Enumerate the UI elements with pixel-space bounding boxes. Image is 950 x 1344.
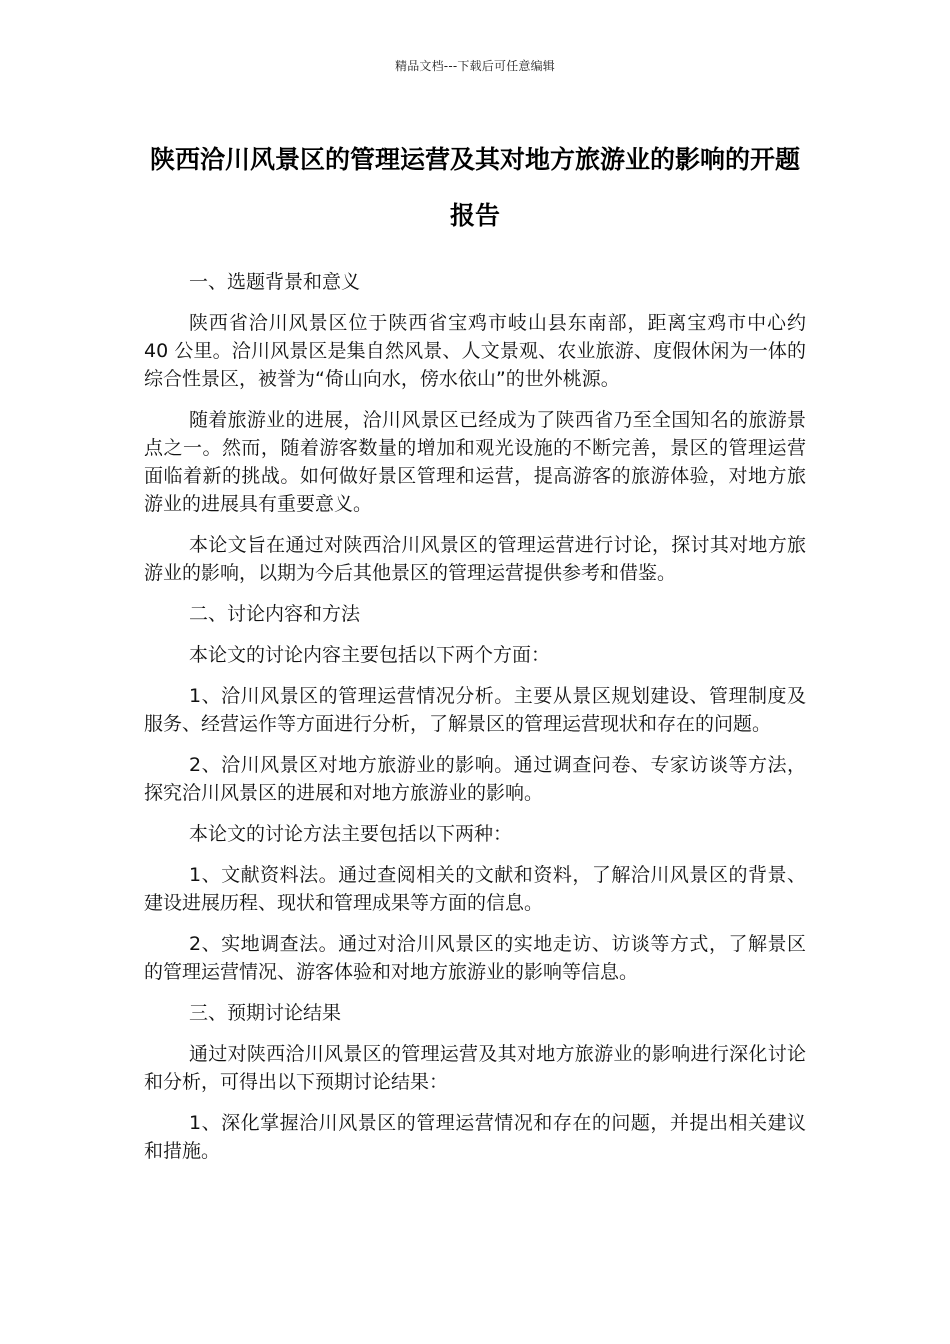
paragraph: 随着旅游业的进展，洽川风景区已经成为了陕西省乃至全国知名的旅游景点之一。然而，随着游客数量的增加和观光设施的不断完善，景区的管理运营面临着新的挑战。如何做好景区管理和运营，提高游客的旅游体验，对地方旅游业的进展具有重要意义。 [144, 409, 806, 515]
list-item: 1、洽川风景区的管理运营情况分析。主要从景区规划建设、管理制度及服务、经营运作等方面进行分析，了解景区的管理运营现状和存在的问题。 [144, 685, 806, 735]
paragraph: 本论文的讨论内容主要包括以下两个方面： [189, 644, 551, 666]
list-item: 2、洽川风景区对地方旅游业的影响。通过调查问卷、专家访谈等方法，探究洽川风景区的进展和对地方旅游业的影响。 [144, 754, 806, 804]
document-body [144, 268, 806, 1178]
section-heading-content-methods: 二、讨论内容和方法 [189, 603, 361, 625]
section-heading-background: 一、选题背景和意义 [189, 271, 361, 293]
paragraph: 本论文旨在通过对陕西洽川风景区的管理运营进行讨论，探讨其对地方旅游业的影响，以期为今后其他景区的管理运营提供参考和借鉴。 [144, 534, 806, 584]
section-heading-expected-results: 三、预期讨论结果 [189, 1002, 342, 1024]
paragraph: 陕西省洽川风景区位于陕西省宝鸡市岐山县东南部，距离宝鸡市中心约 40 公里。洽川风景区是集自然风景、人文景观、农业旅游、度假休闲为一体的综合性景区，被誉为“倚山向水，傍水依山”的世外桃源。 [144, 312, 806, 390]
list-item: 1、文献资料法。通过查阅相关的文献和资料，了解洽川风景区的背景、建设进展历程、现状和管理成果等方面的信息。 [144, 864, 806, 914]
list-item: 2、实地调查法。通过对洽川风景区的实地走访、访谈等方式，了解景区的管理运营情况、游客体验和对地方旅游业的影响等信息。 [144, 933, 806, 983]
paragraph: 本论文的讨论方法主要包括以下两种： [189, 823, 513, 845]
paragraph: 通过对陕西洽川风景区的管理运营及其对地方旅游业的影响进行深化讨论和分析，可得出以下预期讨论结果： [144, 1043, 806, 1093]
list-item: 1、深化掌握洽川风景区的管理运营情况和存在的问题，并提出相关建议和措施。 [144, 1112, 806, 1162]
header-note: 精品文档---下载后可任意编辑 [395, 59, 555, 73]
document-title: 陕西洽川风景区的管理运营及其对地方旅游业的影响的开题报告 [149, 145, 800, 230]
